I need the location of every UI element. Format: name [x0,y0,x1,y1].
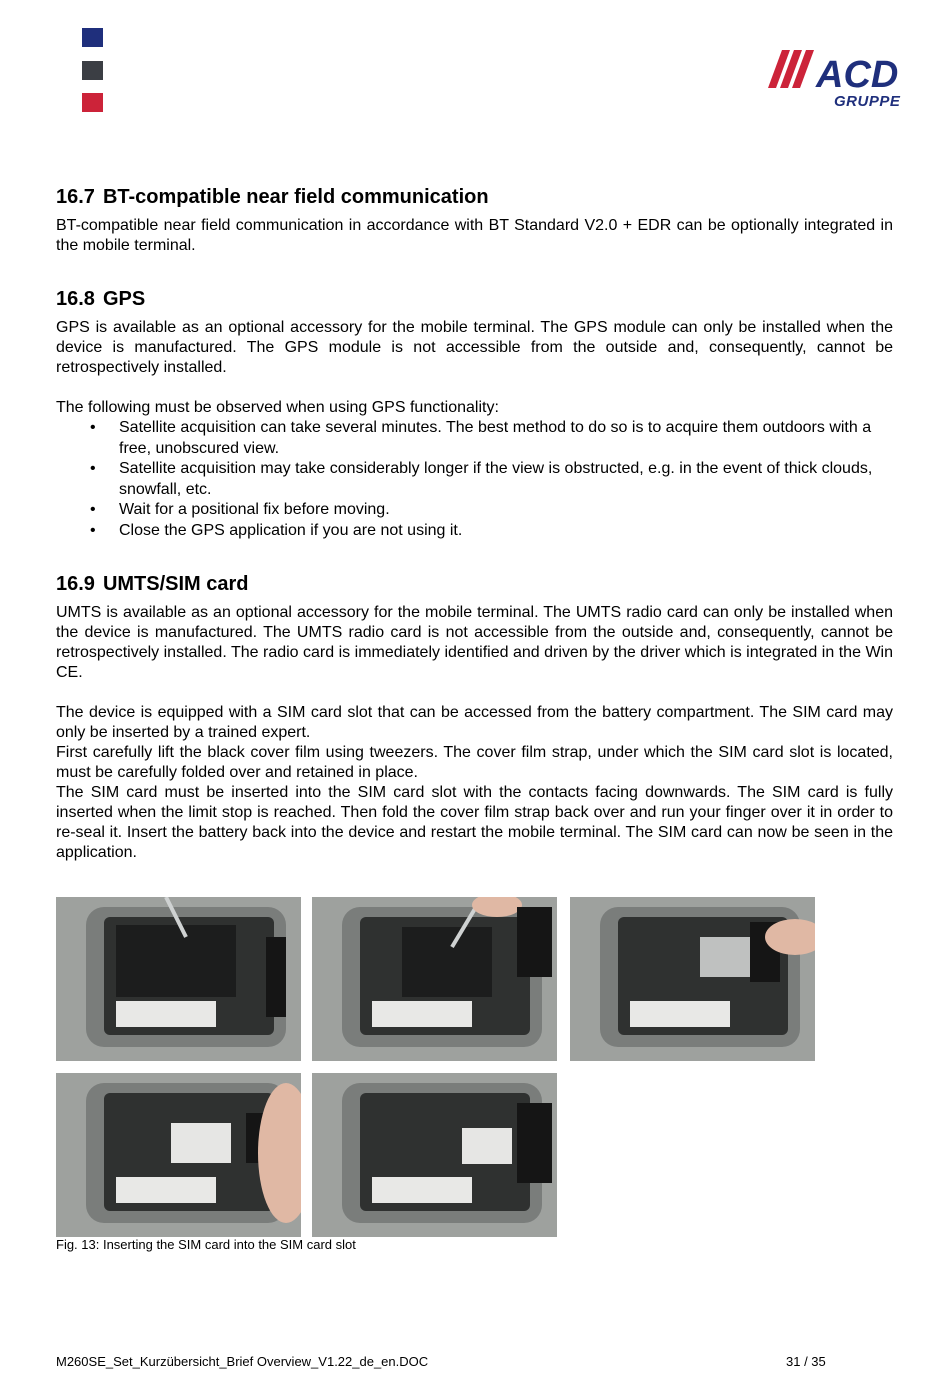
photo-step-2 [312,897,557,1061]
acd-logo [766,46,920,110]
svg-text:GRUPPE: GRUPPE [834,93,901,110]
paragraph: GPS is available as an optional accessory for the mobile terminal. The GPS module can only be installed when the device is manufactured. The GPS module is not accessible from the outside and, consequently, cannot be retrospectively installed. [56,319,893,376]
paragraph: The following must be observed when using GPS functionality: [56,399,499,416]
sim-photo-grid [56,897,836,1237]
photo-step-1 [56,897,301,1061]
header-square-gray [82,61,103,80]
section-heading-16-7: 16.7 BT-compatible near field communication [56,186,489,208]
photo-step-3 [570,897,815,1061]
list-item: • Close the GPS application if you are not using it. [119,521,893,542]
svg-text:ACD: ACD [816,54,899,96]
header-square-red [82,93,103,112]
figure-caption: Fig. 13: Inserting the SIM card into the SIM card slot [56,1237,356,1252]
paragraph: First carefully lift the black cover film using tweezers. The cover film strap, under which the SIM card slot is located, must be carefully folded over and retained in place. [56,744,893,781]
paragraph: The SIM card must be inserted into the SIM card slot with the contacts facing downwards. The SIM card is fully inserted when the limit stop is reached. Then fold the cover film strap back over and run your finger over it in order to re-seal it. Insert the battery back into the device and restart the mobile terminal. The SIM card can now be seen in the application. [56,784,893,861]
list-item: • Wait for a positional fix before moving. [119,500,893,521]
list-item: • Satellite acquisition may take considerably longer if the view is obstructed, e.g. in the event of thick clouds, snowfall, etc. [119,459,893,500]
section-heading-16-9: 16.9 UMTS/SIM card [56,573,249,595]
paragraph: BT-compatible near field communication in accordance with BT Standard V2.0 + EDR can be optionally integrated in the mobile terminal. [56,217,893,254]
paragraph: The device is equipped with a SIM card slot that can be accessed from the battery compartment. The SIM card may only be inserted by a trained expert. [56,704,893,741]
gps-bullet-list [56,418,893,541]
photo-step-5 [312,1073,557,1237]
list-item: • Satellite acquisition can take several minutes. The best method to do so is to acquire them outdoors with a free, unobscured view. [119,418,893,459]
footer-filename: M260SE_Set_Kurzübersicht_Brief Overview_V1.22_de_en.DOC [56,1354,429,1369]
paragraph: UMTS is available as an optional accessory for the mobile terminal. The UMTS radio card can only be installed when the device is manufactured. The UMTS radio card is not accessible from the outside and, consequently, cannot be retrospectively installed. The radio card is immediately identified and driven by the driver which is integrated in the Win CE. [56,604,893,681]
section-heading-16-8: 16.8 GPS [56,288,146,310]
footer-page-number: 31 / 35 [786,1354,826,1369]
header-square-navy [82,28,103,47]
photo-step-4 [56,1073,301,1237]
document-body [56,184,893,863]
